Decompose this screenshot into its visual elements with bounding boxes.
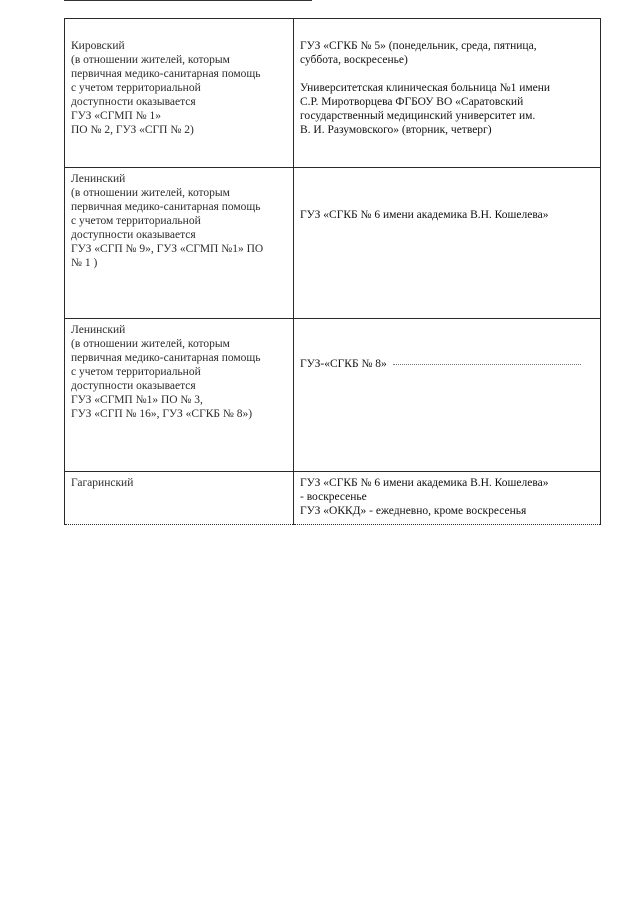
hospital-line: - воскресенье xyxy=(300,491,367,503)
district-cell xyxy=(65,319,294,472)
district-note-line: доступности оказывается xyxy=(71,229,196,241)
table-row xyxy=(65,319,601,472)
district-note-line: ПО № 2, ГУЗ «СГП № 2) xyxy=(71,124,194,136)
hospital-line xyxy=(300,357,594,371)
hospital-line: Университетская клиническая больница №1 имени xyxy=(300,82,551,94)
district-note-line: с учетом территориальной xyxy=(71,215,201,227)
hospital-line: В. И. Разумовского» (вторник, четверг) xyxy=(300,124,492,136)
district-hospital-table xyxy=(64,18,601,525)
district-name: Гагаринский xyxy=(71,477,134,489)
district-note-line: первичная медико-санитарная помощь xyxy=(71,68,261,80)
hospital-line: ГУЗ «СГКБ № 5» (понедельник, среда, пятница, xyxy=(300,40,537,52)
district-name: Кировский xyxy=(71,40,125,52)
district-name: Ленинский xyxy=(71,173,126,185)
district-note-line: (в отношении жителей, которым xyxy=(71,338,230,350)
hospital-line: ГУЗ «ОККД» - ежедневно, кроме воскресенья xyxy=(300,505,527,517)
district-note-line: (в отношении жителей, которым xyxy=(71,54,230,66)
district-note-line: доступности оказывается xyxy=(71,380,196,392)
table-row xyxy=(65,472,601,525)
hospital-line: ГУЗ «СГКБ № 6 имени академика В.Н. Кошелева» xyxy=(300,477,549,489)
district-cell xyxy=(65,19,294,168)
district-note-line: ГУЗ «СГП № 16», ГУЗ «СГКБ № 8») xyxy=(71,408,253,420)
hospital-name: ГУЗ-«СГКБ № 8» xyxy=(300,358,387,370)
district-note-line: ГУЗ «СГМП № 1» xyxy=(71,110,161,122)
paragraph-gap xyxy=(300,67,594,81)
hospital-line: государственный медицинский университет им. xyxy=(300,110,536,122)
hospital-cell xyxy=(294,319,601,472)
district-cell xyxy=(65,472,294,525)
hospital-line: С.Р. Миротворцева ФГБОУ ВО «Саратовский xyxy=(300,96,524,108)
table-row xyxy=(65,168,601,319)
district-cell xyxy=(65,168,294,319)
district-name: Ленинский xyxy=(71,324,126,336)
hospital-line: суббота, воскресенье) xyxy=(300,54,408,66)
table-row xyxy=(65,19,601,168)
top-rule xyxy=(64,0,312,1)
district-note-line: ГУЗ «СГМП №1» ПО № 3, xyxy=(71,394,203,406)
district-note-line: (в отношении жителей, которым xyxy=(71,187,230,199)
district-note-line: с учетом территориальной xyxy=(71,366,201,378)
district-note-line: ГУЗ «СГП № 9», ГУЗ «СГМП №1» ПО xyxy=(71,243,264,255)
district-note-line: доступности оказывается xyxy=(71,96,196,108)
district-note-line: первичная медико-санитарная помощь xyxy=(71,201,261,213)
district-note-line: первичная медико-санитарная помощь xyxy=(71,352,261,364)
district-note-line: № 1 ) xyxy=(71,257,98,269)
hospital-cell xyxy=(294,472,601,525)
district-note-line: с учетом территориальной xyxy=(71,82,201,94)
hospital-line: ГУЗ «СГКБ № 6 имени академика В.Н. Кошелева» xyxy=(300,209,549,221)
hospital-cell xyxy=(294,19,601,168)
dotted-fill xyxy=(393,364,581,365)
hospital-cell xyxy=(294,168,601,319)
